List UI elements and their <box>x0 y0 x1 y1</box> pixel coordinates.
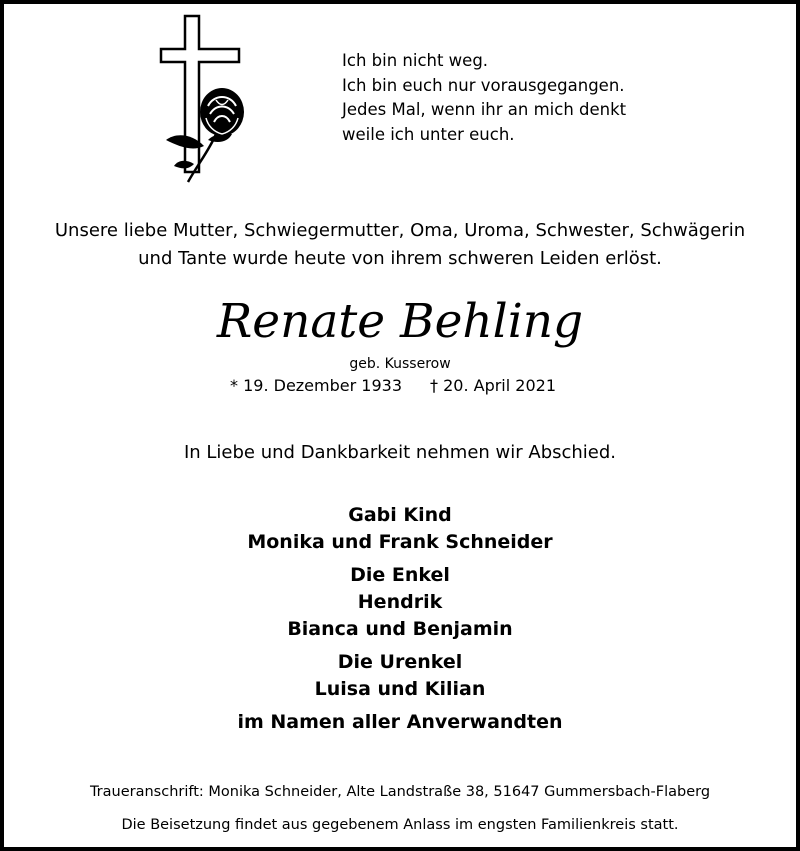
mourner-line: Die Enkel <box>350 564 450 586</box>
mourner-closing-line: im Namen aller Anverwandten <box>237 711 563 733</box>
poem-line: Jedes Mal, wenn ihr an mich denkt <box>342 100 627 119</box>
mourning-address: Traueranschrift: Monika Schneider, Alte Landstraße 38, 51647 Gummersbach-Flaberg <box>89 784 711 800</box>
mourner-closing <box>0 709 800 736</box>
farewell-text: In Liebe und Dankbarkeit nehmen wir Abschied. <box>183 442 617 463</box>
mourner-group-children <box>0 502 800 556</box>
death-date: † 20. April 2021 <box>430 376 556 395</box>
poem-verse <box>342 49 626 147</box>
mourner-line: Gabi Kind <box>348 504 452 526</box>
deceased-name: Renate Behling <box>216 294 584 349</box>
cross-with-rose-icon <box>158 14 258 186</box>
mourner-group-great-grandchildren <box>0 649 800 703</box>
mourner-line: Luisa und Kilian <box>314 678 486 700</box>
mourner-line: Hendrik <box>357 591 443 613</box>
birth-name: geb. Kusserow <box>349 356 451 372</box>
intro-text <box>0 217 800 273</box>
mourner-line: Monika und Frank Schneider <box>247 531 553 553</box>
intro-line-1: Unsere liebe Mutter, Schwiegermutter, Oma, Uroma, Schwester, Schwägerin <box>54 220 746 241</box>
intro-line-2: und Tante wurde heute von ihrem schweren Leiden erlöst. <box>138 248 662 269</box>
mourner-line: Die Urenkel <box>337 651 463 673</box>
funeral-note: Die Beisetzung findet aus gegebenem Anlass im engsten Familienkreis statt. <box>121 817 679 833</box>
poem-line: Ich bin nicht weg. <box>342 51 489 70</box>
mourners-list <box>0 502 800 742</box>
mourner-line: Bianca und Benjamin <box>287 618 513 640</box>
mourner-group-grandchildren <box>0 562 800 643</box>
birth-date: * 19. Dezember 1933 <box>230 376 402 395</box>
poem-line: weile ich unter euch. <box>342 124 515 144</box>
poem-line: Ich bin euch nur vorausgegangen. <box>342 75 625 95</box>
